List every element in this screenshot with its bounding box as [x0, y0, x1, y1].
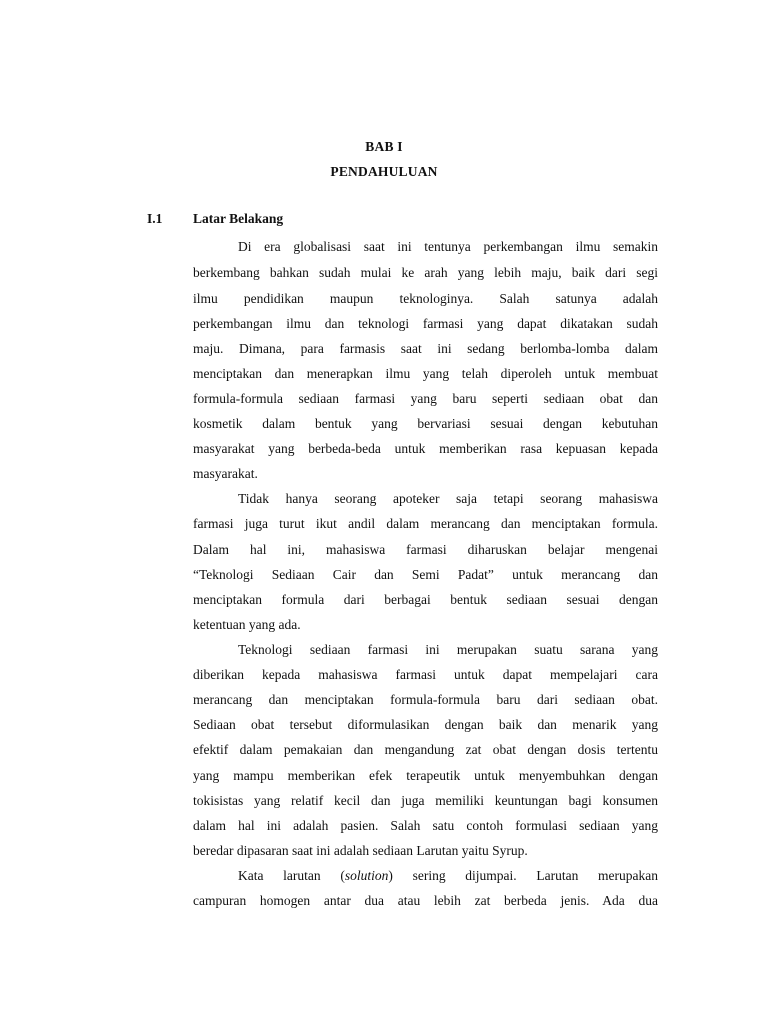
text-line: ketentuan yang ada. [193, 617, 301, 632]
text-line: menciptakan formula dari berbagai bentuk sediaan sesuai dengan [193, 592, 658, 607]
text-line: Teknologi sediaan farmasi ini merupakan suatu sarana yang [238, 642, 658, 657]
text-line: Dalam hal ini, mahasiswa farmasi diharuskan belajar mengenai [193, 542, 658, 557]
text-line: kosmetik dalam bentuk yang bervariasi sesuai dengan kebutuhan [193, 416, 658, 431]
text-line: Tidak hanya seorang apoteker saja tetapi seorang mahasiswa [238, 491, 658, 506]
italic-term: solution [344, 868, 389, 883]
chapter-heading: BAB I [365, 139, 403, 154]
text-line: dalam hal ini adalah pasien. Salah satu contoh formulasi sediaan yang [193, 818, 658, 833]
section-title: Latar Belakang [193, 211, 284, 226]
text-line: formula-formula sediaan farmasi yang baru seperti sediaan obat dan [193, 391, 658, 406]
text-line [238, 866, 658, 886]
text-line: Di era globalisasi saat ini tentunya perkembangan ilmu semakin [238, 239, 658, 254]
text-line: menciptakan dan menerapkan ilmu yang telah diperoleh untuk membuat [193, 366, 658, 381]
text-line: yang mampu memberikan efek terapeutik untuk menyembuhkan dengan [193, 768, 658, 783]
text-line: Sediaan obat tersebut diformulasikan dengan baik dan menarik yang [193, 717, 658, 732]
text-line: masyarakat yang berbeda-beda untuk memberikan rasa kepuasan kepada [193, 441, 658, 456]
text-line: campuran homogen antar dua atau lebih zat berbeda jenis. Ada dua [193, 893, 658, 908]
text-line: farmasi juga turut ikut andil dalam merancang dan menciptakan formula. [193, 516, 658, 531]
text-line: maju. Dimana, para farmasis saat ini sedang berlomba-lomba dalam [193, 341, 658, 356]
text-segment: ) sering dijumpai. Larutan merupakan [388, 868, 658, 883]
section-number: I.1 [147, 211, 163, 226]
text-line: efektif dalam pemakaian dan mengandung zat obat dengan dosis tertentu [193, 742, 658, 757]
text-line: merancang dan menciptakan formula-formula baru dari sediaan obat. [193, 692, 658, 707]
chapter-title: PENDAHULUAN [330, 164, 438, 179]
text-line: “Teknologi Sediaan Cair dan Semi Padat” untuk merancang dan [193, 567, 658, 582]
text-line: diberikan kepada mahasiswa farmasi untuk dapat mempelajari cara [193, 667, 658, 682]
text-line: berkembang bahkan sudah mulai ke arah yang lebih maju, baik dari segi [193, 265, 658, 280]
text-segment: Kata larutan ( [238, 868, 345, 883]
text-line: beredar dipasaran saat ini adalah sediaan Larutan yaitu Syrup. [193, 843, 528, 858]
text-line: masyarakat. [193, 466, 258, 481]
text-line: tokisistas yang relatif kecil dan juga memiliki keuntungan bagi konsumen [193, 793, 658, 808]
text-line: perkembangan ilmu dan teknologi farmasi yang dapat dikatakan sudah [193, 316, 658, 331]
text-line: ilmu pendidikan maupun teknologinya. Salah satunya adalah [193, 291, 658, 306]
